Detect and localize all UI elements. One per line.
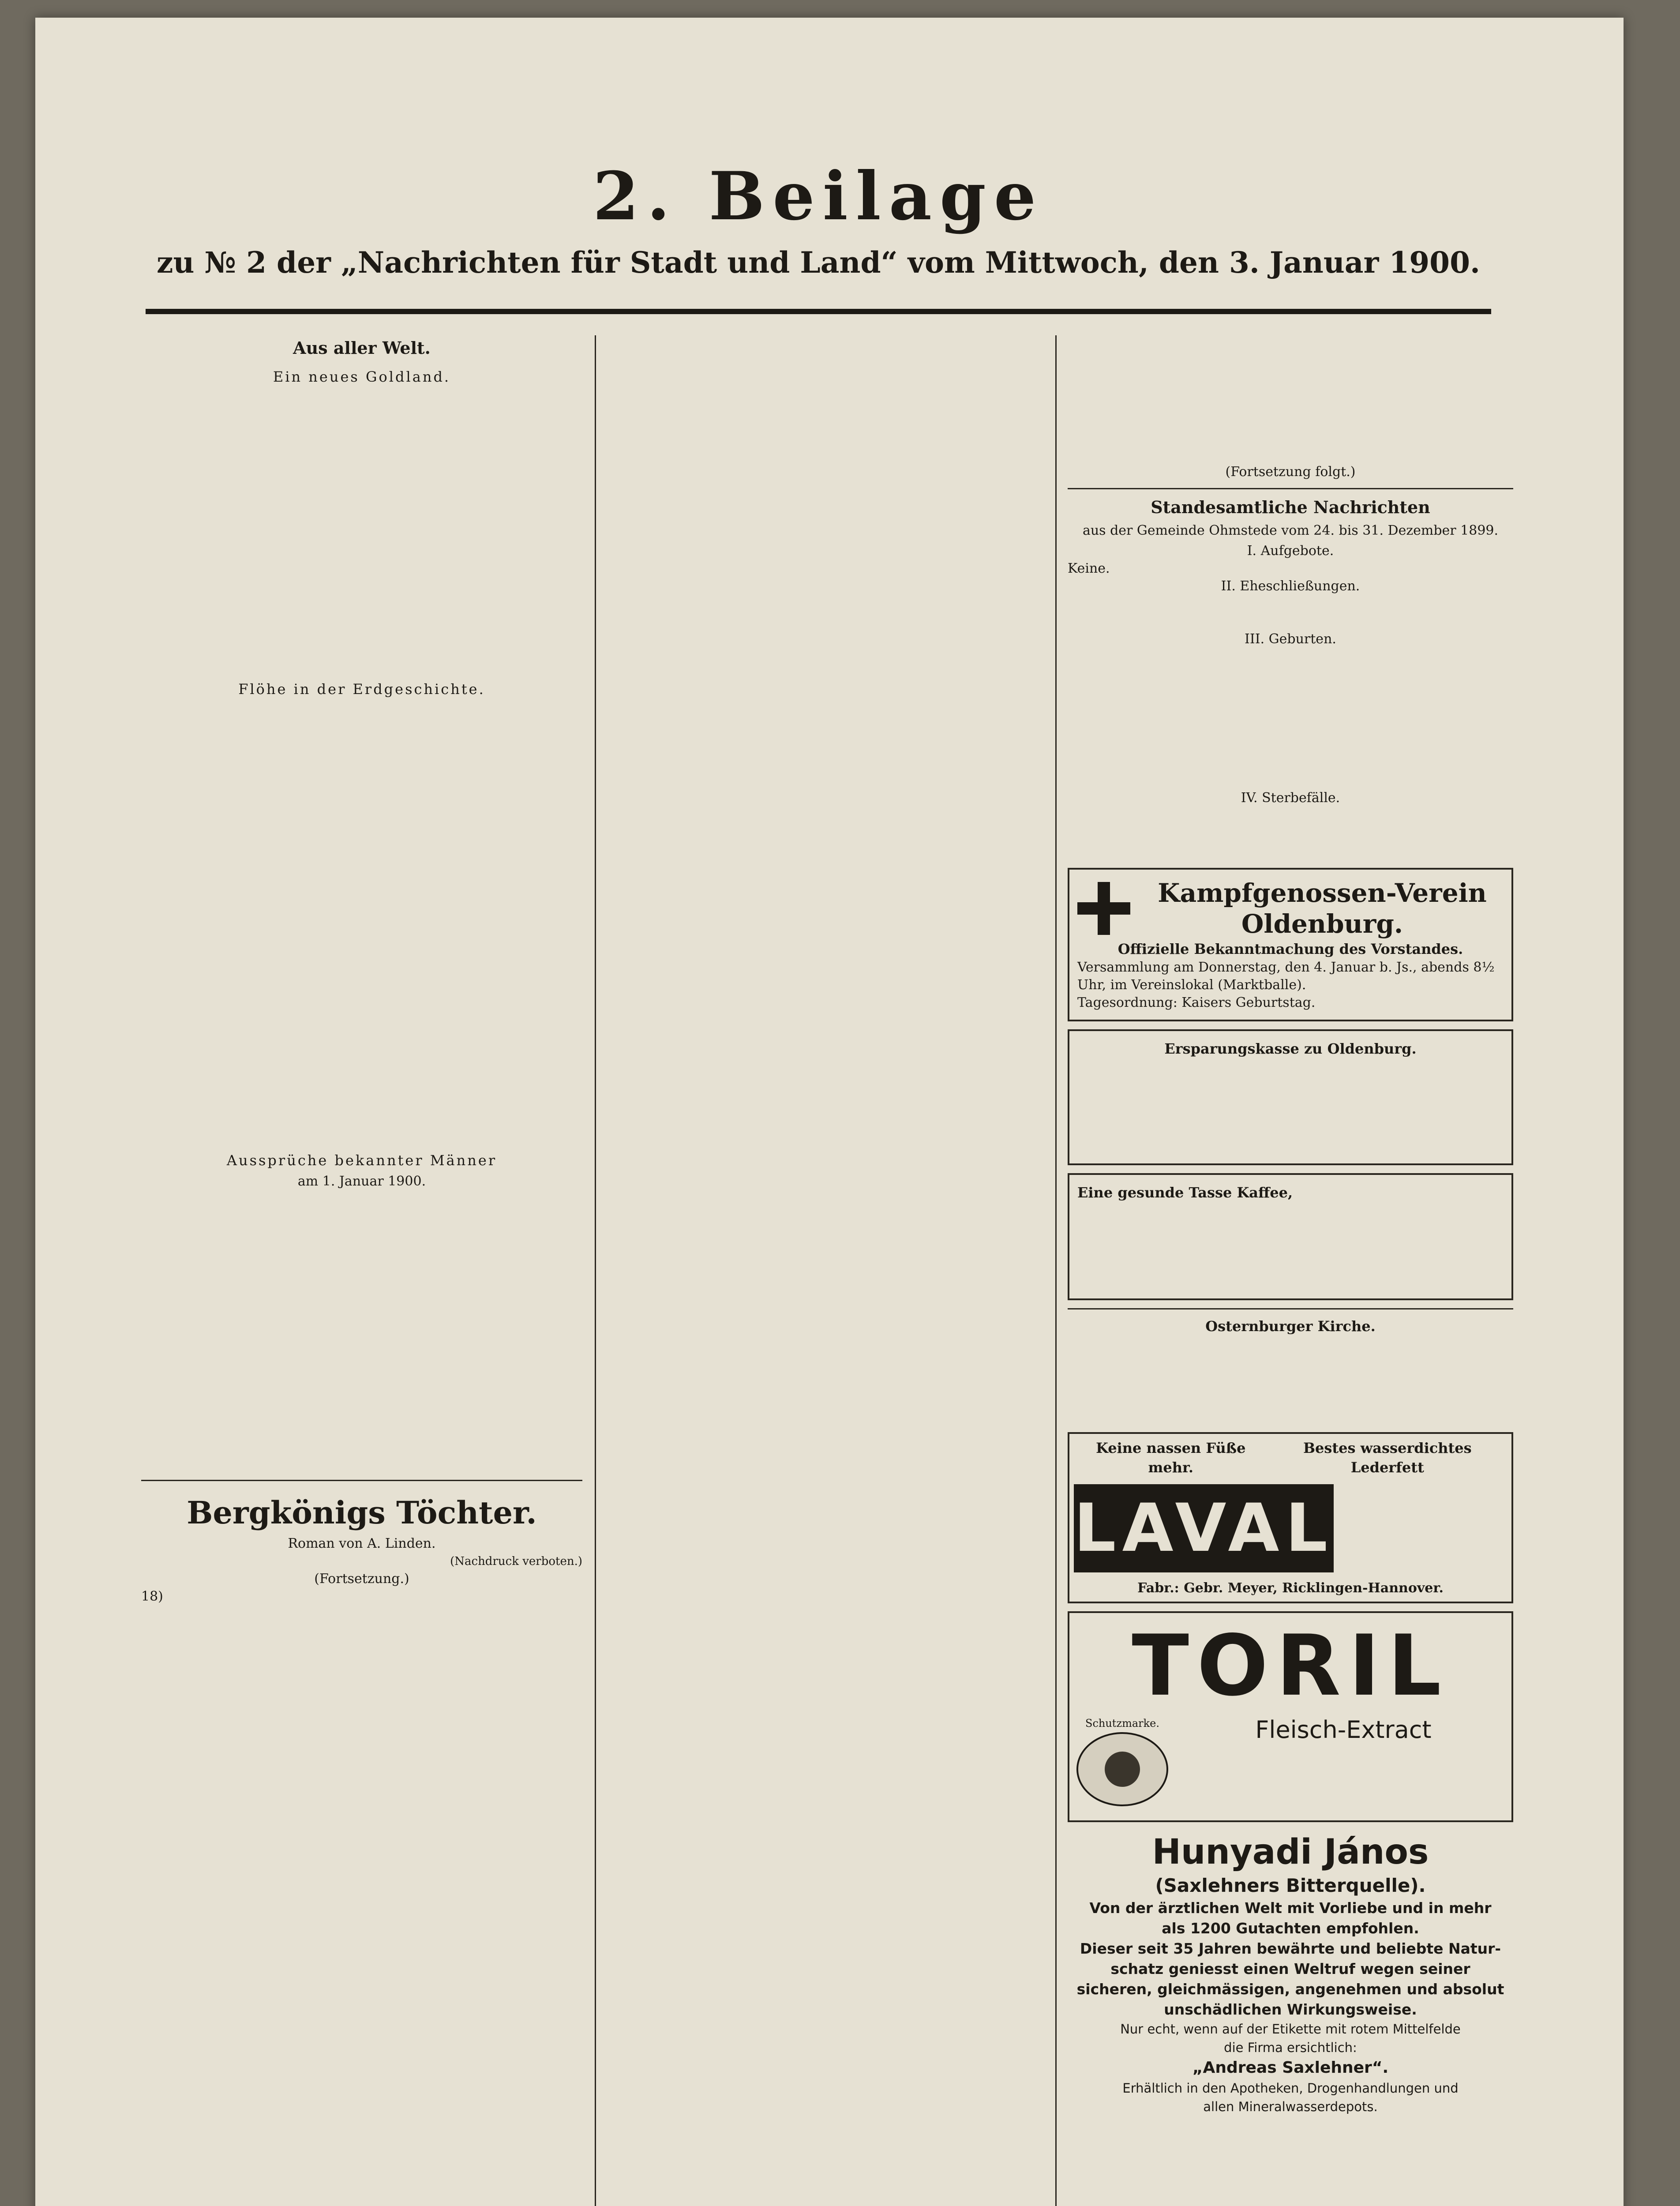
toril-text — [1180, 1745, 1507, 1816]
hunyadi-line-4: schatz geniesst einen Weltruf wegen seiner — [1110, 1960, 1470, 1977]
registry-geburten-body — [1068, 648, 1513, 789]
subheading-aussprueche: Aussprüche bekannter Männer — [226, 1152, 497, 1169]
kaffee-body — [1077, 1202, 1504, 1291]
masthead-rule — [146, 309, 1491, 314]
subheading-floehe: Flöhe in der Erdgeschichte. — [238, 681, 485, 698]
column-3 — [1068, 335, 1513, 2206]
registry-subheading: aus der Gemeinde Ohmstede vom 24. bis 31. Dezember 1899. — [1082, 523, 1499, 538]
article-aussprueche-body — [141, 1190, 582, 1473]
laval-logo: LAVAL — [1074, 1484, 1334, 1572]
newspaper-page — [35, 18, 1624, 2206]
registry-aufgebote: I. Aufgebote. — [1247, 543, 1334, 559]
bull-head-icon — [1076, 1732, 1168, 1806]
spar-title: Ersparungskasse zu Oldenburg. — [1164, 1040, 1417, 1057]
serial-number: 18) — [141, 1589, 163, 1604]
verein-place: Oldenburg. — [1241, 909, 1403, 939]
masthead — [146, 154, 1491, 282]
ad-kaffee — [1068, 1173, 1513, 1300]
hunyadi-line-9: Erhältlich in den Apotheken, Drogenhandlungen und — [1122, 2081, 1459, 2096]
subheading-aussprueche-date: am 1. Januar 1900. — [297, 1174, 426, 1189]
laval-headline: Keine nassen Füße mehr. — [1096, 1440, 1246, 1476]
spar-body — [1077, 1058, 1504, 1156]
hunyadi-line-3: Dieser seit 35 Jahren bewährte und beliebte Natur- — [1080, 1940, 1501, 1957]
hunyadi-line-1: Von der ärztlichen Welt mit Vorliebe und in mehr — [1089, 1899, 1492, 1917]
section-heading-aus-aller-welt: Aus aller Welt. — [293, 338, 431, 358]
divider — [141, 1480, 582, 1481]
serial-conclusion-body — [1068, 335, 1513, 463]
serial-note: (Nachdruck verboten.) — [450, 1555, 582, 1568]
kirche-title: Osternburger Kirche. — [1205, 1318, 1376, 1335]
verein-text: Versammlung am Donnerstag, den 4. Januar b. Js., abends 8½ Uhr, im Vereinslokal (Marktballe). — [1077, 960, 1495, 993]
verein-title: Kampfgenossen-Verein — [1158, 878, 1487, 908]
article-goldland-body — [141, 389, 582, 672]
column-2 — [609, 335, 1050, 2206]
hunyadi-line-7: Nur echt, wenn auf der Etikette mit rotem Mittelfelde — [1120, 2022, 1461, 2037]
hunyadi-line-5: sicheren, gleichmässigen, angenehmen und absolut — [1076, 1981, 1504, 1998]
ad-toril — [1068, 1611, 1513, 1822]
registry-sterbefaelle: IV. Sterbefälle. — [1241, 790, 1340, 806]
masthead-subtitle: zu № 2 der „Nachrichten für Stadt und Land“ vom Mittwoch, den 3. Januar 1900. — [156, 245, 1480, 280]
laval-headline-2: Bestes wasserdichtes Lederfett — [1303, 1440, 1472, 1476]
hunyadi-line-6: unschädlichen Wirkungsweise. — [1164, 2001, 1417, 2018]
divider — [1068, 488, 1513, 489]
masthead-title: 2. Beilage — [592, 158, 1044, 235]
continuation-note: (Fortsetzung folgt.) — [1225, 464, 1356, 480]
hunyadi-title: Hunyadi János — [1152, 1832, 1429, 1872]
registry-geburten: III. Geburten. — [1245, 631, 1336, 647]
verein-subtitle: Offizielle Bekanntmachung des Vorstandes. — [1118, 941, 1463, 957]
registry-eheschliessungen: II. Eheschließungen. — [1221, 578, 1360, 594]
hunyadi-line-2: als 1200 Gutachten empfohlen. — [1162, 1920, 1419, 1937]
ad-ersparungskasse — [1068, 1029, 1513, 1165]
registry-sterbefaelle-body — [1068, 807, 1513, 860]
serial-continuation: (Fortsetzung.) — [314, 1571, 409, 1587]
column-1 — [141, 335, 582, 2206]
kaffee-title: Eine gesunde Tasse Kaffee, — [1077, 1184, 1293, 1201]
laval-text — [1342, 1486, 1507, 1570]
registry-aufgebote-none: Keine. — [1068, 561, 1110, 576]
registry-heading: Standesamtliche Nachrichten — [1151, 497, 1430, 517]
ad-hunyadi — [1068, 1831, 1513, 2116]
hunyadi-line-8: die Firma ersichtlich: — [1224, 2040, 1357, 2055]
ad-laval — [1068, 1432, 1513, 1603]
toril-trademark-label: Schutzmarke. — [1085, 1717, 1159, 1730]
verein-agenda: Tagesordnung: Kaisers Geburtstag. — [1077, 995, 1316, 1010]
laval-manufacturer: Fabr.: Gebr. Meyer, Ricklingen-Hannover. — [1137, 1580, 1444, 1596]
hunyadi-subtitle: (Saxlehners Bitterquelle). — [1155, 1875, 1426, 1896]
kirche-body — [1068, 1336, 1513, 1424]
toril-logo: TORIL — [1132, 1617, 1449, 1715]
article-floehe-body — [141, 702, 582, 1143]
registry-eheschliessungen-body — [1068, 595, 1513, 630]
toril-product: Fleisch-Extract — [1255, 1716, 1432, 1744]
divider — [1068, 1308, 1513, 1309]
hunyadi-line-10: allen Mineralwasserdepots. — [1203, 2099, 1378, 2114]
hunyadi-firm: „Andreas Saxlehner“. — [1192, 2059, 1389, 2077]
column-rule-2 — [1055, 335, 1057, 2206]
serial-title: Bergkönigs Töchter. — [187, 1494, 537, 1531]
ad-kampfgenossen-verein — [1068, 868, 1513, 1021]
serial-author: Roman von A. Linden. — [288, 1536, 436, 1551]
subheading-goldland: Ein neues Goldland. — [273, 368, 451, 385]
iron-cross-icon — [1077, 882, 1130, 935]
column-rule-1 — [595, 335, 596, 2206]
